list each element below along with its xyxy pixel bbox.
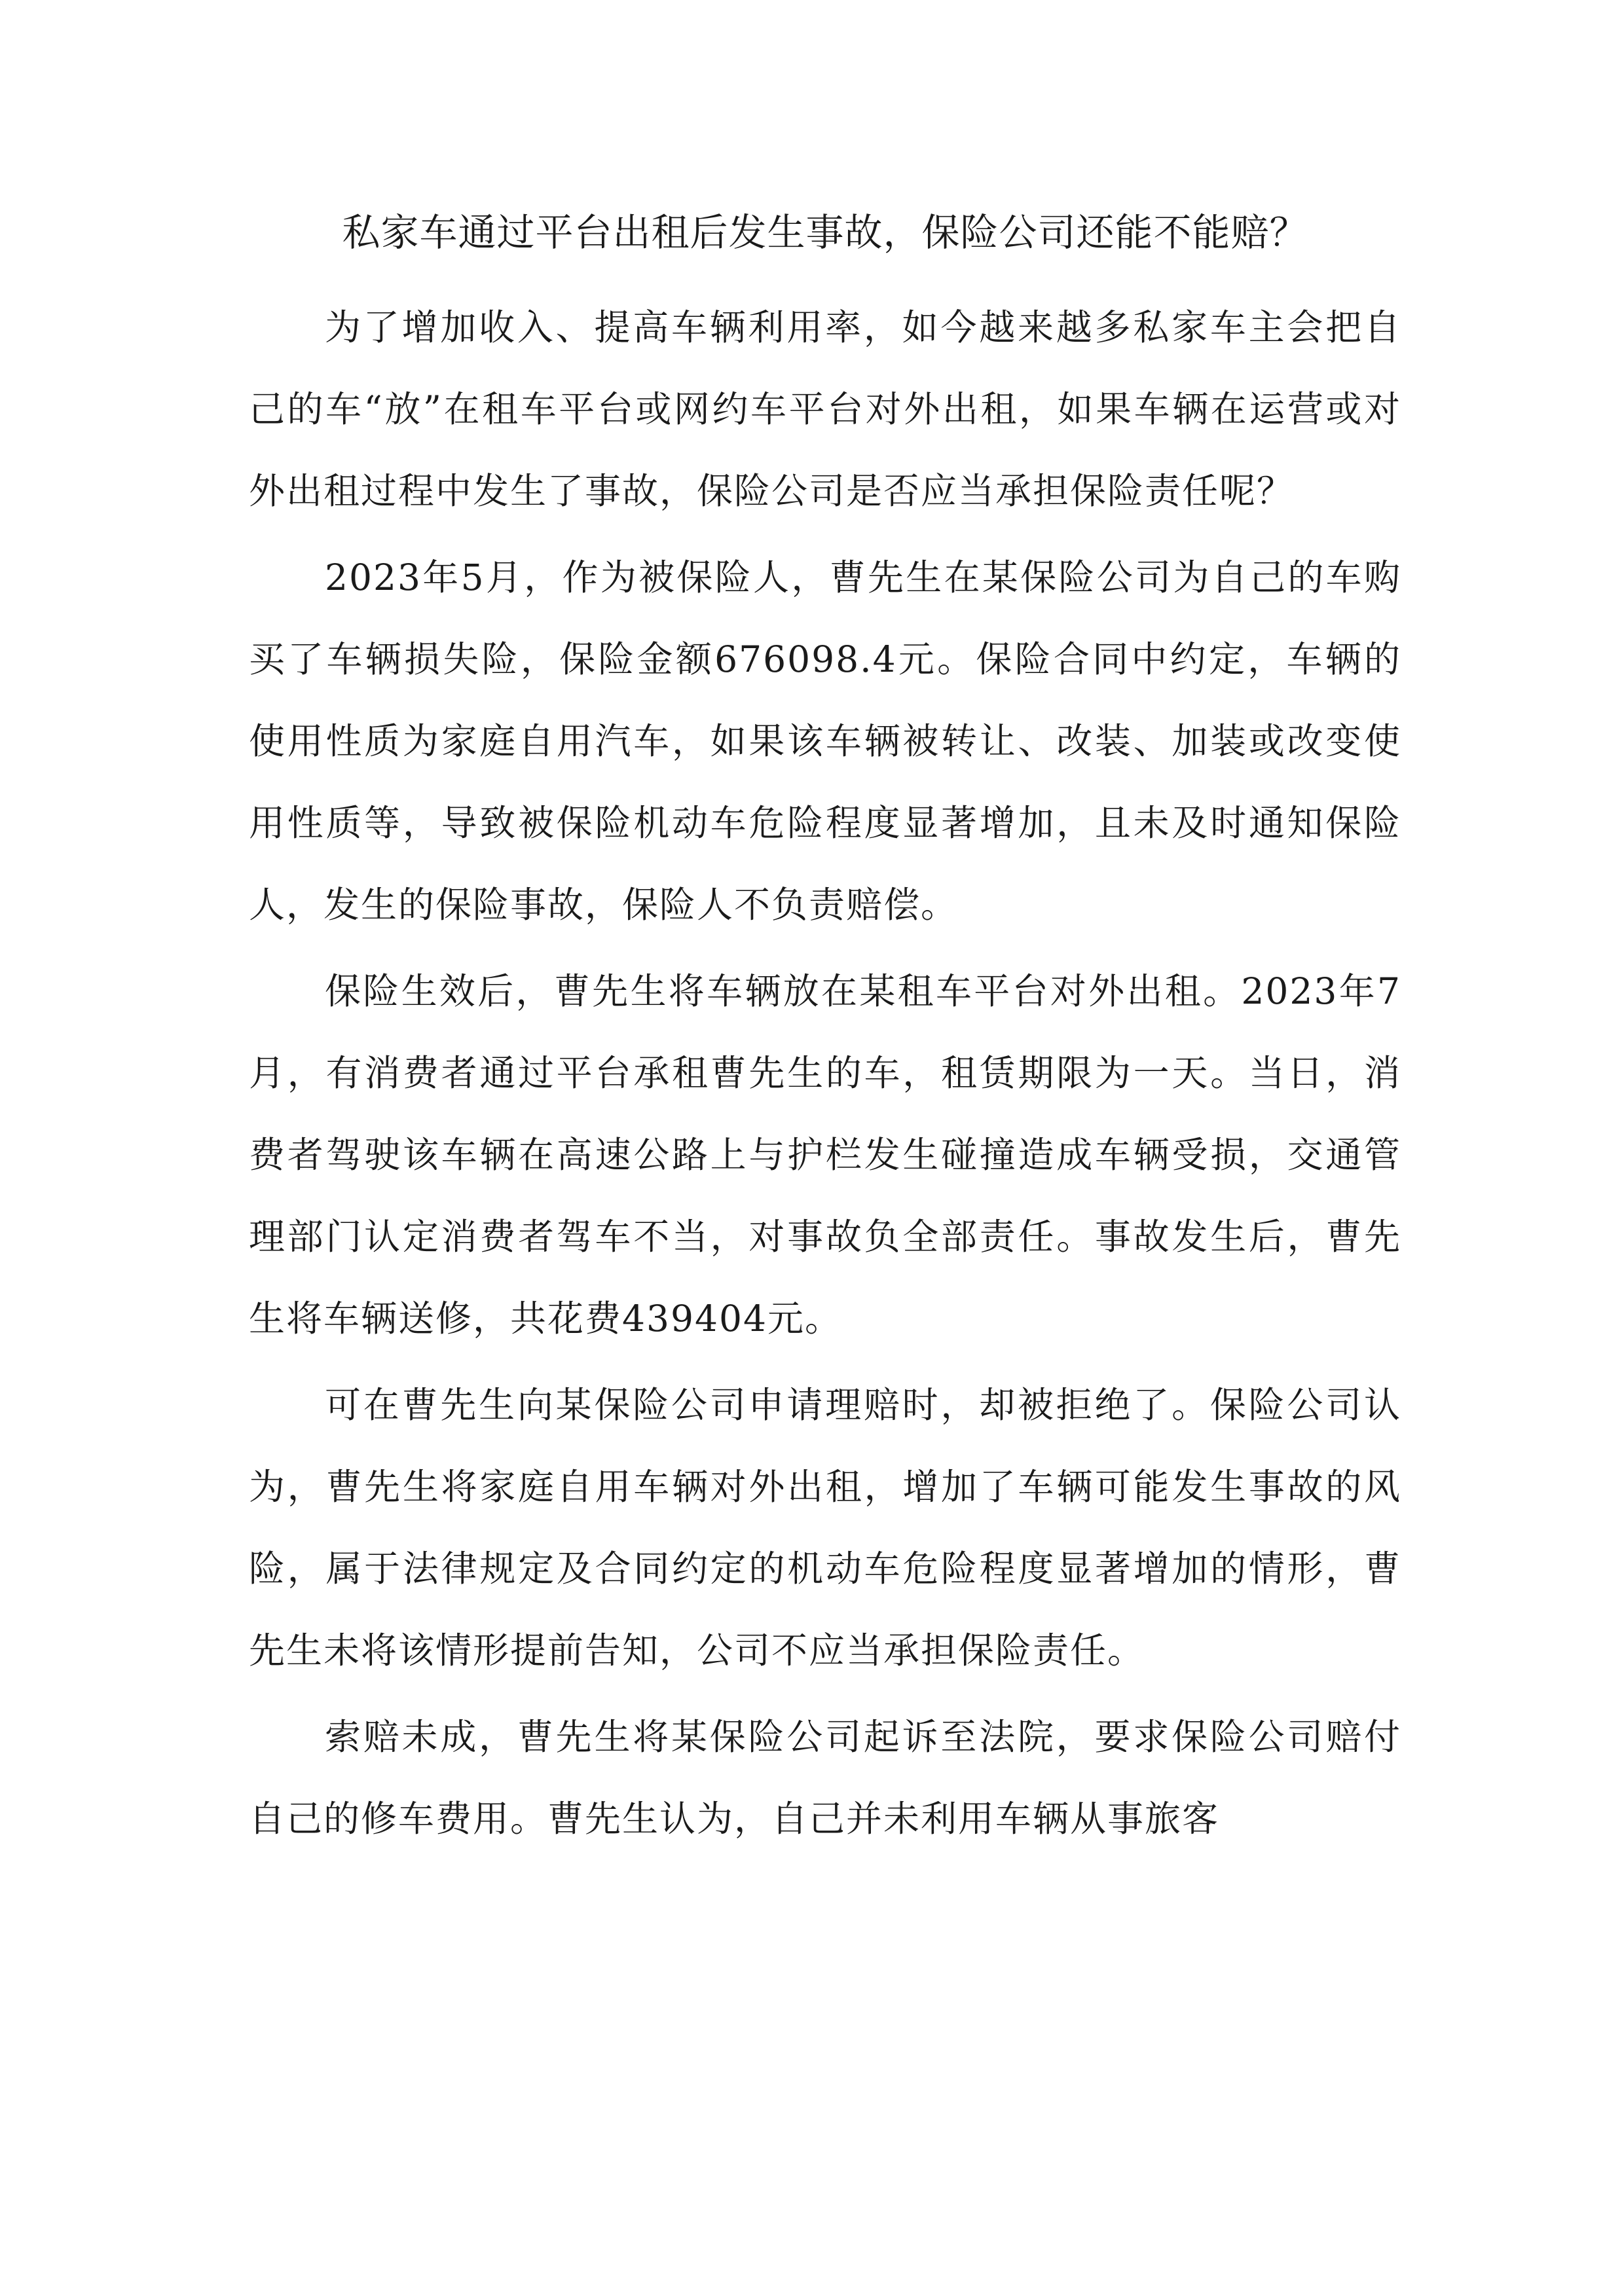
document-body xyxy=(249,287,1401,1865)
paragraph: 为了增加收入、提高车辆利用率，如今越来越多私家车主会把自己的车“放”在租车平台或网约车平台对外出租，如果车辆在运营或对外出租过程中发生了事故，保险公司是否应当承担保险责任呢？ xyxy=(249,306,1401,512)
document-title: 私家车通过平台出租后发生事故，保险公司还能不能赔？ xyxy=(342,210,1308,255)
paragraph: 可在曹先生向某保险公司申请理赔时，却被拒绝了。保险公司认为，曹先生将家庭自用车辆对外出租，增加了车辆可能发生事故的风险，属于法律规定及合同约定的机动车危险程度显著增加的情形，曹先生未将该情形提前告知，公司不应当承担保险责任。 xyxy=(249,1384,1401,1671)
paragraph: 保险生效后，曹先生将车辆放在某租车平台对外出租。2023年7月，有消费者通过平台承租曹先生的车，租赁期限为一天。当日，消费者驾驶该车辆在高速公路上与护栏发生碰撞造成车辆受损，交通管理部门认定消费者驾车不当，对事故负全部责任。事故发生后，曹先生将车辆送修，共花费439404元。 xyxy=(249,970,1401,1339)
paragraph: 索赔未成，曹先生将某保险公司起诉至法院，要求保险公司赔付自己的修车费用。曹先生认为，自己并未利用车辆从事旅客 xyxy=(249,1716,1401,1840)
paragraph: 2023年5月，作为被保险人，曹先生在某保险公司为自己的车购买了车辆损失险，保险金额676098.4元。保险合同中约定，车辆的使用性质为家庭自用汽车，如果该车辆被转让、改装、加装或改变使用性质等，导致被保险机动车危险程度显著增加，且未及时通知保险人，发生的保险事故，保险人不负责赔偿。 xyxy=(249,556,1401,926)
